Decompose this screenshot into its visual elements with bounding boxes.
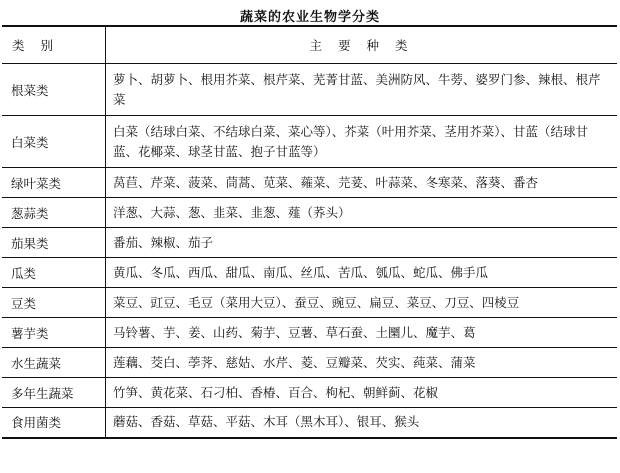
table-row [2, 378, 617, 408]
row-species: 番茄、辣椒、茄子 [106, 228, 618, 258]
row-category: 白菜类 [2, 116, 106, 168]
row-species: 白菜（结球白菜、不结球白菜、菜心等）、芥菜（叶用芥菜、茎用芥菜）、甘蓝（结球甘蓝、花椰菜、球茎甘蓝、抱子甘蓝等） [106, 116, 618, 168]
header-species: 主 要 种 类 [106, 26, 618, 64]
row-species: 莴苣、芹菜、菠菜、茼蒿、苋菜、蕹菜、芫荽、叶蒜菜、冬寒菜、落葵、番杏 [106, 168, 618, 198]
row-category: 多年生蔬菜 [2, 378, 106, 408]
row-category: 食用菌类 [2, 408, 106, 438]
row-species: 菜豆、豇豆、毛豆（菜用大豆）、蚕豆、豌豆、扁豆、菜豆、刀豆、四棱豆 [106, 288, 618, 318]
row-category: 绿叶菜类 [2, 168, 106, 198]
row-species: 洋葱、大蒜、葱、韭菜、韭葱、薤（荞头） [106, 198, 618, 228]
table-row [2, 288, 617, 318]
table-header-row [2, 26, 617, 64]
row-category: 水生蔬菜 [2, 348, 106, 378]
table-row [2, 168, 617, 198]
row-category: 豆类 [2, 288, 106, 318]
table-row [2, 228, 617, 258]
row-category: 葱蒜类 [2, 198, 106, 228]
row-species: 竹笋、黄花菜、石刁柏、香椿、百合、枸杞、朝鲜蓟、花椒 [106, 378, 618, 408]
row-category: 根菜类 [2, 64, 106, 116]
row-category: 瓜类 [2, 258, 106, 288]
row-species: 马铃薯、芋、姜、山药、菊芋、豆薯、草石蚕、土圞儿、魔芋、葛 [106, 318, 618, 348]
table-row [2, 318, 617, 348]
row-species: 黄瓜、冬瓜、西瓜、甜瓜、南瓜、丝瓜、苦瓜、瓠瓜、蛇瓜、佛手瓜 [106, 258, 618, 288]
row-category: 薯芋类 [2, 318, 106, 348]
table-row [2, 116, 617, 168]
table-row [2, 348, 617, 378]
row-species: 萝卜、胡萝卜、根用芥菜、根芹菜、芜菁甘蓝、美洲防风、牛蒡、婆罗门参、辣根、根芹菜 [106, 64, 618, 116]
table-row [2, 408, 617, 438]
vegetable-classification-table [2, 25, 617, 439]
table-row [2, 258, 617, 288]
row-species: 蘑菇、香菇、草菇、平菇、木耳（黑木耳）、银耳、猴头 [106, 408, 618, 438]
row-category: 茄果类 [2, 228, 106, 258]
table-row [2, 198, 617, 228]
header-category: 类 别 [2, 26, 106, 64]
table-row [2, 64, 617, 116]
table-title: 蔬菜的农业生物学分类 [239, 10, 380, 25]
row-species: 莲藕、茭白、荸荠、慈姑、水芹、菱、豆瓣菜、芡实、莼菜、蒲菜 [106, 348, 618, 378]
